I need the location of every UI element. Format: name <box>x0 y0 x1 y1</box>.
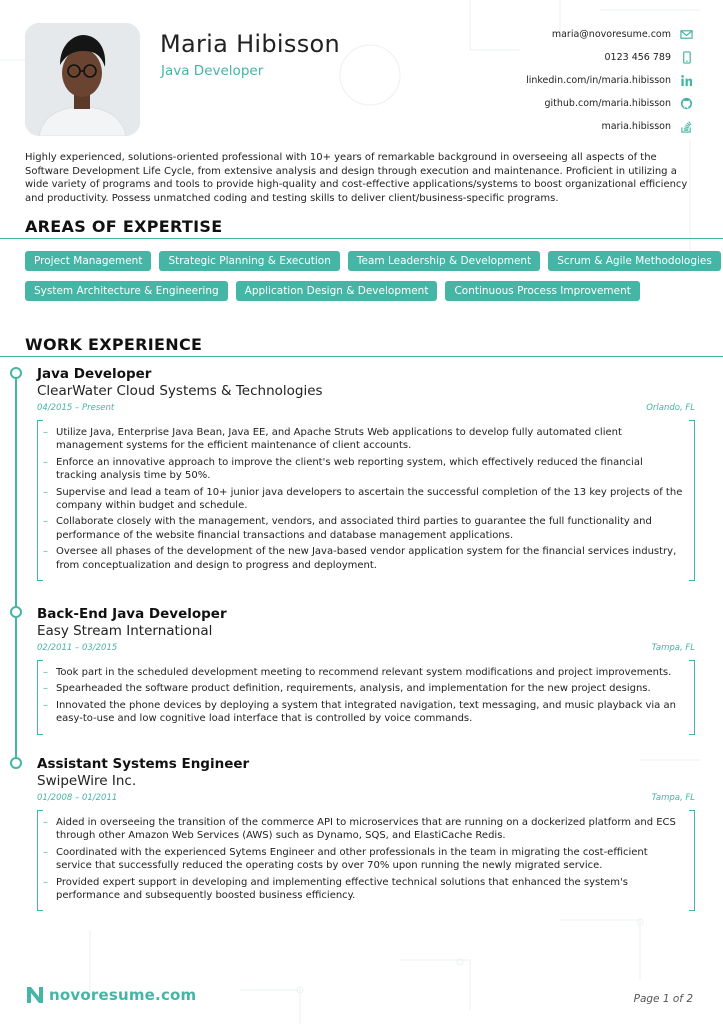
job-bullet: – Innovated the phone devices by deploying a system that integrated navigation, text messaging, and music playback via an easy-to-use and low cognitive load interface that is controlled by voice commands. <box>56 699 683 726</box>
github-icon <box>679 97 693 111</box>
expertise-tag: Project Management <box>25 251 151 271</box>
job-company: SwipeWire Inc. <box>37 773 137 789</box>
section-title-work: WORK EXPERIENCE <box>25 335 203 354</box>
job-bullet: – Spearheaded the software product definition, requirements, analysis, and implementation for the new project designs. <box>56 682 683 695</box>
expertise-tag: Application Design & Development <box>236 281 438 301</box>
section-title-expertise: AREAS OF EXPERTISE <box>25 217 223 236</box>
expertise-tag: Team Leadership & Development <box>348 251 540 271</box>
person-name: Maria Hibisson <box>160 30 341 58</box>
professional-summary: Highly experienced, solutions-oriented professional with 10+ years of remarkable background in overseeing all aspects of the Software Development Life Cycle, from extensive analysis and design through execution and maintenance. Proficient in utilizing a wide variety of programs and tools to provide high-quality and cost-effective applications/systems to boost organizational efficiency and productivity. Possess unmatched coding and testing skills to deliver client/business-specific programs. <box>25 152 688 204</box>
job-meta <box>37 403 695 413</box>
expertise-tag: Continuous Process Improvement <box>445 281 639 301</box>
job-title: Back-End Java Developer <box>37 606 227 622</box>
expertise-tag: Strategic Planning & Execution <box>159 251 339 271</box>
job-location: Tampa, FL <box>651 793 695 803</box>
tag-row <box>25 281 705 301</box>
job-bullet: – Collaborate closely with the management, vendors, and associated third parties to guarantee the full functionality and performance of the website financial transactions and database management applications. <box>56 515 683 542</box>
avatar-icon <box>25 23 140 136</box>
profile-photo <box>25 23 140 136</box>
contact-email-text[interactable]: maria@novoresume.com <box>551 29 671 40</box>
contact-stackoverflow[interactable] <box>433 115 693 138</box>
expertise-tag: Scrum & Agile Methodologies <box>548 251 721 271</box>
timeline-dot <box>10 367 22 379</box>
job-bullet: – Took part in the scheduled development meeting to recommend relevant system modifications and project improvements. <box>56 666 683 679</box>
timeline-dot <box>10 606 22 618</box>
contact-linkedin[interactable] <box>433 69 693 92</box>
job-bullet: – Supervise and lead a team of 10+ junior java developers to ascertain the successful completion of the 13 key projects of the company within budget and schedule. <box>56 486 683 513</box>
job-entry <box>37 756 695 911</box>
job-location: Tampa, FL <box>651 643 695 653</box>
contact-linkedin-text[interactable]: linkedin.com/in/maria.hibisson <box>526 75 671 86</box>
contact-github[interactable] <box>433 92 693 115</box>
job-entry <box>37 366 695 581</box>
job-dates: 01/2008 – 01/2011 <box>37 793 118 803</box>
job-title: Assistant Systems Engineer <box>37 756 250 772</box>
job-bullet: – Coordinated with the experienced Sytems Engineer and other professionals in the team in migrating the cost-efficient service that successfully reduced the operating costs by over 70% upon running the newly migrated service. <box>56 846 683 873</box>
email-icon <box>679 28 693 42</box>
contact-github-text[interactable]: github.com/maria.hibisson <box>544 98 671 109</box>
contact-stackoverflow-text[interactable]: maria.hibisson <box>601 121 671 132</box>
page-number: Page 1 of 2 <box>633 993 693 1005</box>
job-bullets <box>37 810 695 911</box>
job-meta <box>37 793 695 803</box>
job-bullet: – Utilize Java, Enterprise Java Bean, Java EE, and Apache Struts Web applications to develop fully automated client management systems for the efficient maintenance of client accounts. <box>56 426 683 453</box>
job-bullet: – Enforce an innovative approach to improve the client's web reporting system, which effectively reduced the financial tracking analysis time by 50%. <box>56 456 683 483</box>
novoresume-logo-icon <box>25 985 45 1005</box>
job-company: Easy Stream International <box>37 623 213 639</box>
stackoverflow-icon <box>679 120 693 134</box>
job-dates: 02/2011 – 03/2015 <box>37 643 118 653</box>
linkedin-icon <box>679 74 693 88</box>
section-divider <box>0 238 723 239</box>
contact-phone-text[interactable]: 0123 456 789 <box>604 52 671 63</box>
job-bullets <box>37 420 695 581</box>
job-bullet: – Oversee all phases of the development of the new Java-based vendor application system for the financial services industry, from conceptualization and design to progress and deployment. <box>56 545 683 572</box>
tag-row <box>25 251 712 271</box>
job-role: Java Developer <box>161 63 264 79</box>
timeline-dot <box>10 757 22 769</box>
footer-logo-text[interactable]: novoresume.com <box>49 986 197 1004</box>
contact-list <box>433 23 693 138</box>
job-bullet: – Provided expert support in developing and implementing effective technical solutions that enhanced the system's performance and subsequently boosted business efficiency. <box>56 876 683 903</box>
phone-icon <box>679 51 693 65</box>
job-location: Orlando, FL <box>646 403 695 413</box>
section-divider <box>0 356 723 357</box>
job-bullets <box>37 660 695 735</box>
job-meta <box>37 643 695 653</box>
contact-phone[interactable] <box>433 46 693 69</box>
expertise-tag: System Architecture & Engineering <box>25 281 228 301</box>
timeline-line <box>15 373 17 763</box>
footer-logo[interactable] <box>25 985 196 1005</box>
expertise-tags <box>25 251 712 311</box>
job-company: ClearWater Cloud Systems & Technologies <box>37 383 323 399</box>
job-bullet: – Aided in overseeing the transition of the commerce API to microservices that are running on a dockerized platform and ECS through other Amazon Web Services (AWS) such as Dynamo, SQS, and ElastiCache Redis. <box>56 816 683 843</box>
contact-email[interactable] <box>433 23 693 46</box>
job-entry <box>37 606 695 735</box>
job-dates: 04/2015 – Present <box>37 403 115 413</box>
job-title: Java Developer <box>37 366 152 382</box>
